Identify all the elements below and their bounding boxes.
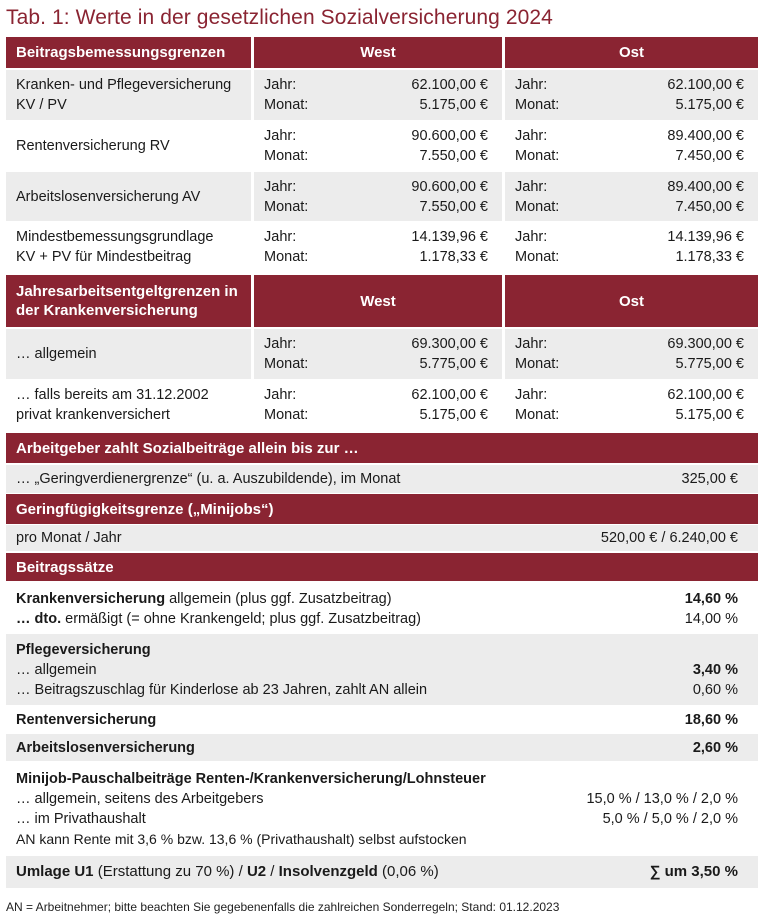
monat-label: Monat:	[515, 198, 560, 215]
value-monat: 5.175,00 €	[675, 97, 744, 113]
value-jahr: 89.400,00 €	[667, 178, 744, 195]
jaeg-ost-values	[505, 329, 758, 379]
jaeg-west-values	[254, 380, 502, 430]
umlage-insolvenz: Insolvenzgeld	[278, 863, 378, 880]
value-jahr: 14.139,96 €	[667, 229, 744, 245]
av-value: 2,60 %	[692, 739, 738, 756]
jaeg-header	[6, 275, 251, 327]
minijobs-header: Geringfügigkeitsgrenze („Minijobs“)	[6, 494, 758, 524]
bbg-west-values	[254, 70, 502, 120]
bbg-west-header: West	[254, 37, 502, 68]
bbg-west-values	[254, 223, 502, 271]
monat-label: Monat:	[264, 97, 309, 113]
kv2-text	[16, 609, 421, 629]
jaeg-ost-values	[505, 380, 758, 430]
jahr-label: Jahr:	[515, 178, 548, 195]
mj-title: Minijob-Pauschalbeiträge Renten-/Krankenversicherung/Lohnsteuer	[16, 771, 486, 787]
row-label-line: privat krankenversichert	[16, 407, 170, 423]
kv2-value: 14,00 %	[684, 611, 738, 627]
jahr-label: Jahr:	[264, 387, 297, 403]
umlage-part: (0,06 %)	[377, 863, 439, 880]
value-monat: 5.775,00 €	[675, 356, 744, 372]
monat-label: Monat:	[515, 249, 560, 265]
jahr-label: Jahr:	[264, 336, 297, 352]
mj2-text: … im Privathaushalt	[16, 811, 146, 827]
value-monat: 5.175,00 €	[419, 407, 488, 423]
row-label-line: Arbeitslosenversicherung AV	[16, 188, 201, 205]
mj3-text: AN kann Rente mit 3,6 % bzw. 13,6 % (Privathaushalt) selbst aufstocken	[16, 831, 467, 847]
kv-desc: allgemein (plus ggf. Zusatzbeitrag)	[165, 591, 392, 607]
value-jahr: 89.400,00 €	[667, 127, 744, 144]
value-jahr: 90.600,00 €	[411, 178, 488, 195]
monat-label: Monat:	[264, 198, 309, 215]
pv-title: Pflegeversicherung	[16, 641, 151, 658]
monat-label: Monat:	[264, 356, 309, 372]
row-label-line: Kranken- und Pflegeversicherung	[16, 77, 232, 93]
jaeg-row-label	[6, 329, 251, 379]
value-jahr: 14.139,96 €	[411, 229, 488, 245]
umlage-row	[6, 856, 758, 888]
jahr-label: Jahr:	[264, 229, 297, 245]
umlage-text	[16, 862, 439, 882]
value-jahr: 62.100,00 €	[411, 387, 488, 403]
mj1-text: … allgemein, seitens des Arbeitgebers	[16, 791, 264, 807]
row-label-line: Mindestbemessungsgrundlage	[16, 229, 214, 245]
bbg-ost-values	[505, 121, 758, 170]
monat-label: Monat:	[515, 356, 560, 372]
value-monat: 7.550,00 €	[419, 147, 488, 164]
value-jahr: 62.100,00 €	[667, 387, 744, 403]
jahr-label: Jahr:	[515, 336, 548, 352]
umlage-u1: Umlage U1	[16, 863, 94, 880]
monat-label: Monat:	[515, 97, 560, 113]
monat-label: Monat:	[515, 407, 560, 423]
value-jahr: 69.300,00 €	[667, 336, 744, 352]
row-label-line: KV + PV für Mindestbeitrag	[16, 249, 192, 265]
bbg-west-values	[254, 121, 502, 170]
jaeg-header-line: der Krankenversicherung	[16, 302, 198, 319]
pv1-value: 3,40 %	[692, 661, 738, 678]
umlage-part: (Erstattung zu 70 %) /	[93, 863, 247, 880]
value-monat: 5.175,00 €	[675, 407, 744, 423]
value-monat: 1.178,33 €	[675, 249, 744, 265]
bbg-west-values	[254, 172, 502, 221]
mj2-value: 5,0 % / 5,0 % / 2,0 %	[602, 811, 738, 827]
monat-label: Monat:	[264, 249, 309, 265]
page-title: Tab. 1: Werte in der gesetzlichen Sozialversicherung 2024	[6, 6, 553, 29]
minijobs-text: pro Monat / Jahr	[16, 530, 122, 546]
av-text: Arbeitslosenversicherung	[16, 739, 195, 756]
value-jahr: 62.100,00 €	[411, 77, 488, 93]
rv-value: 18,60 %	[684, 711, 738, 728]
arbeitgeber-row	[6, 465, 758, 493]
kv-value: 14,60 %	[684, 591, 738, 607]
arbeitgeber-header: Arbeitgeber zahlt Sozialbeiträge allein bis zur …	[6, 433, 758, 463]
monat-label: Monat:	[264, 147, 309, 164]
beitragssaetze-header: Beitragssätze	[6, 553, 758, 581]
value-monat: 5.775,00 €	[419, 356, 488, 372]
umlage-part: /	[266, 863, 279, 880]
kv2-desc: ermäßigt (= ohne Krankengeld; plus ggf. Zusatzbeitrag)	[61, 611, 421, 627]
bbg-ost-values	[505, 70, 758, 120]
bbg-row-label	[6, 223, 251, 271]
kv-block	[6, 586, 758, 632]
kv-label: Krankenversicherung	[16, 591, 166, 607]
umlage-u2: U2	[246, 863, 267, 880]
row-label-line: … allgemein	[16, 346, 97, 362]
monat-label: Monat:	[515, 147, 560, 164]
row-label-line: … falls bereits am 31.12.2002	[16, 387, 209, 403]
jaeg-west-header: West	[254, 275, 502, 327]
kv-text	[16, 589, 392, 609]
jahr-label: Jahr:	[264, 178, 297, 195]
bbg-row-label	[6, 70, 251, 120]
bbg-ost-values	[505, 223, 758, 271]
jaeg-ost-header: Ost	[505, 275, 758, 327]
jahr-label: Jahr:	[515, 77, 548, 93]
jahr-label: Jahr:	[264, 127, 297, 144]
bbg-ost-values	[505, 172, 758, 221]
jaeg-row-label	[6, 380, 251, 430]
bbg-header: Beitragsbemessungsgrenzen	[6, 37, 251, 68]
bbg-ost-header: Ost	[505, 37, 758, 68]
pv1-text: … allgemein	[16, 661, 97, 678]
jahr-label: Jahr:	[515, 127, 548, 144]
value-monat: 5.175,00 €	[419, 97, 488, 113]
bbg-row-label	[6, 121, 251, 170]
value-monat: 7.550,00 €	[419, 198, 488, 215]
row-label-line: KV / PV	[16, 97, 67, 113]
monat-label: Monat:	[264, 407, 309, 423]
value-jahr: 62.100,00 €	[667, 77, 744, 93]
av-row	[6, 734, 758, 761]
jahr-label: Jahr:	[264, 77, 297, 93]
pv-block	[6, 634, 758, 705]
arbeitgeber-value: 325,00 €	[681, 471, 738, 487]
jahr-label: Jahr:	[515, 229, 548, 245]
jaeg-west-values	[254, 329, 502, 379]
minijobs-row	[6, 525, 758, 551]
rv-row	[6, 706, 758, 733]
arbeitgeber-text: … „Geringverdienergrenze“ (u. a. Auszubildende), im Monat	[16, 471, 401, 487]
pv2-value: 0,60 %	[692, 681, 738, 698]
kv2-label: … dto.	[16, 611, 62, 627]
umlage-value: ∑ um 3,50 %	[649, 863, 738, 880]
jahr-label: Jahr:	[515, 387, 548, 403]
pv2-text: … Beitragszuschlag für Kinderlose ab 23 Jahren, zahlt AN allein	[16, 681, 428, 698]
row-label-line: Rentenversicherung RV	[16, 137, 170, 154]
jaeg-header-line: Jahresarbeitsentgeltgrenzen in	[16, 283, 238, 300]
minijob-pauschal-block	[6, 765, 758, 853]
minijobs-value: 520,00 € / 6.240,00 €	[600, 530, 738, 546]
value-monat: 7.450,00 €	[675, 198, 744, 215]
mj1-value: 15,0 % / 13,0 % / 2,0 %	[586, 791, 738, 807]
value-jahr: 90.600,00 €	[411, 127, 488, 144]
value-jahr: 69.300,00 €	[411, 336, 488, 352]
bbg-row-label	[6, 172, 251, 221]
footnote: AN = Arbeitnehmer; bitte beachten Sie gegebenenfalls die zahlreichen Sonderregeln; Stand: 01.12.2023	[6, 900, 560, 914]
value-monat: 1.178,33 €	[419, 249, 488, 265]
value-monat: 7.450,00 €	[675, 147, 744, 164]
rv-text: Rentenversicherung	[16, 711, 157, 728]
